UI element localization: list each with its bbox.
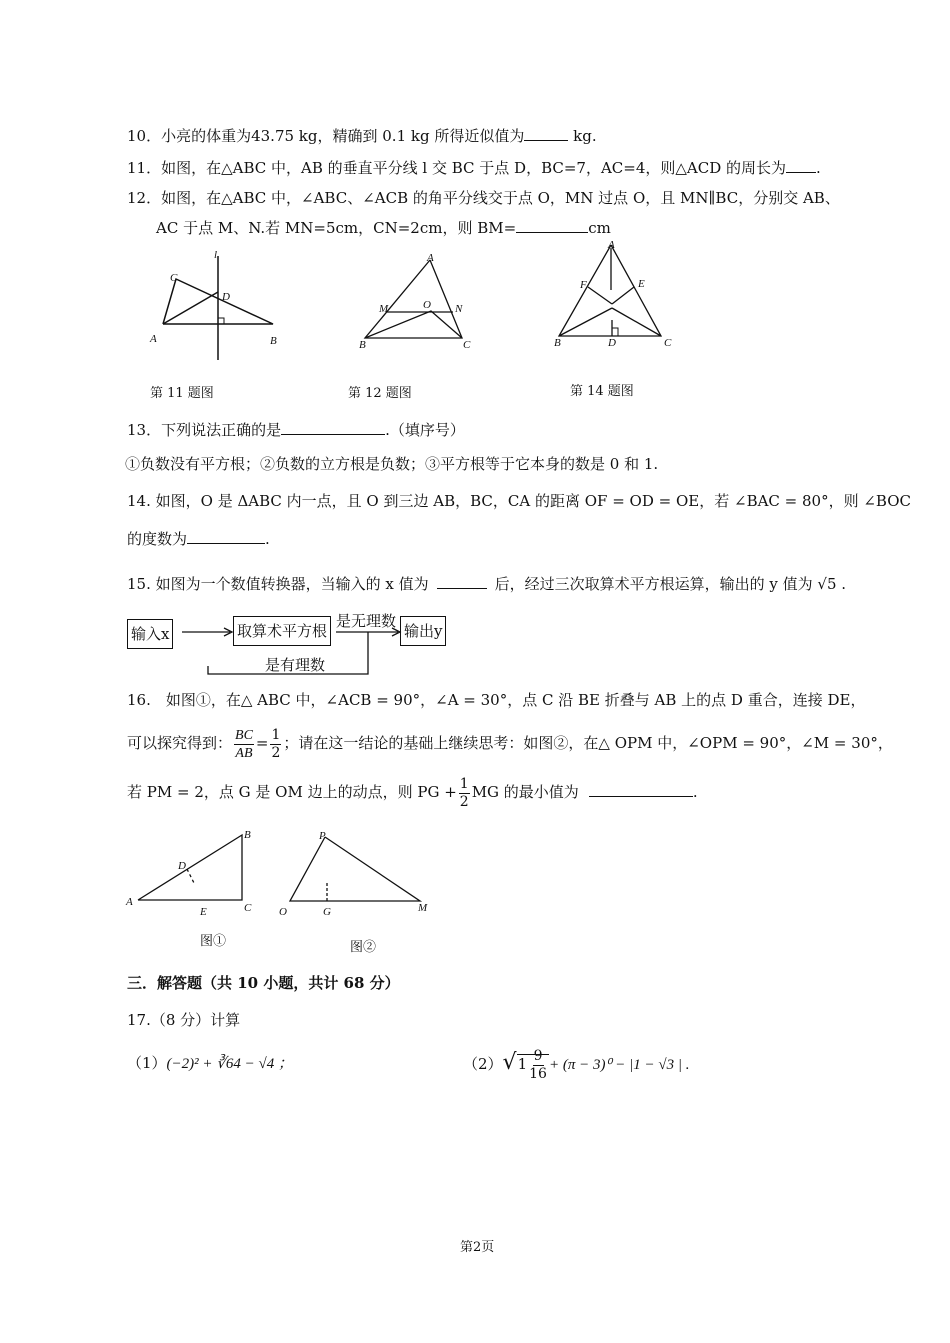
question-17-part2: （2）√1 $\frac{9}{16}$ + (π − 3)⁰ − |1 − √3 | . [463, 1047, 690, 1082]
figure-11 [140, 248, 290, 363]
flow-output-box: 输出y [400, 616, 446, 646]
figure-12-caption: 第 12 题图 [348, 386, 412, 401]
flow-input-box: 输入x [127, 619, 173, 649]
label-A: A [150, 333, 157, 345]
label-G: G [323, 906, 331, 918]
flow-arrows [180, 620, 405, 680]
label-M: M [379, 303, 389, 315]
question-12-line2: AC 于点 M、N.若 MN=5cm，CN=2cm，则 BM= cm [156, 219, 611, 237]
question-14-line2: 的度数为 . [127, 530, 270, 548]
label-C: C [664, 337, 672, 349]
figure-16-2-caption: 图② [350, 940, 377, 955]
fraction-half: $\frac{1}{2}$ [271, 726, 281, 761]
question-17-part1: （1）(−2)² + ∛64 − √4 ； [127, 1054, 293, 1072]
label-l: l [214, 249, 218, 261]
question-14-line1: 14. 如图，O 是 ΔABC 内一点，且 O 到三边 AB，BC，CA 的距离 OF = OD = OE，若 ∠BAC = 80°，则 ∠BOC [127, 492, 912, 510]
flow-operation-box: 取算术平方根 [233, 616, 331, 646]
label-C: C [463, 339, 471, 351]
fraction-half: $\frac{1}{2}$ [459, 775, 469, 810]
label-B: B [244, 829, 251, 841]
question-13-options: ①负数没有平方根；②负数的立方根是负数；③平方根等于它本身的数是 0 和 1. [125, 455, 659, 473]
figure-16-1-caption: 图① [200, 934, 227, 949]
label-M: M [418, 902, 428, 914]
fraction-9-16: $\frac{9}{16}$ [529, 1047, 547, 1082]
question-16-line3: 若 PM = 2，点 G 是 OM 边上的动点，则 PG + $\frac{1}{2}$ MG 的最小值为 . [127, 775, 698, 810]
label-E: E [200, 906, 207, 918]
label-O: O [279, 906, 287, 918]
figure-16-1 [122, 825, 262, 920]
figure-14-caption: 第 14 题图 [570, 384, 634, 399]
label-A: A [608, 240, 615, 251]
fraction-bc-ab: $\frac{BC}{AB}$ [235, 727, 253, 761]
label-O: O [423, 299, 431, 311]
label-B: B [554, 337, 561, 349]
question-11: 11．如图，在△ABC 中，AB 的垂直平分线 l 交 BC 于点 D，BC=7，AC=4，则△ACD 的周长为 . [127, 159, 821, 177]
flow-rational-label: 是有理数 [265, 656, 326, 674]
question-12-line1: 12．如图，在△ABC 中，∠ABC、∠ACB 的角平分线交于点 O，MN 过点 O，且 MN∥BC，分别交 AB、 [127, 189, 840, 207]
label-E: E [638, 278, 645, 290]
figure-11-caption: 第 11 题图 [150, 386, 214, 401]
question-10: 10．小亮的体重为43.75 kg，精确到 0.1 kg 所得近似值为 kg. [127, 127, 597, 145]
figure-14 [550, 240, 680, 350]
section-heading: 三．解答题（共 10 小题，共计 68 分） [127, 974, 400, 992]
page-number: 第2页 [460, 1240, 495, 1255]
label-P: P [319, 830, 326, 842]
label-B: B [359, 339, 366, 351]
label-A: A [126, 896, 133, 908]
label-N: N [455, 303, 463, 315]
question-17-title: 17.（8 分）计算 [127, 1011, 241, 1029]
label-A: A [427, 252, 434, 264]
flow-irrational-label: 是无理数 [336, 612, 397, 630]
label-D: D [222, 291, 230, 303]
question-16-line2: 可以探究得到： $\frac{BC}{AB}$ = $\frac{1}{2}$ ；请在这一结论的基础上继续思考：如图②，在△ OPM 中，∠OPM = 90°，∠M = 30°， [127, 726, 893, 761]
label-C: C [170, 272, 178, 284]
figure-16-2 [275, 825, 435, 920]
label-C: C [244, 902, 252, 914]
label-B: B [270, 335, 277, 347]
question-16-line1: 16. 如图①，在△ ABC 中，∠ACB = 90°，∠A = 30°，点 C 沿 BE 折叠与 AB 上的点 D 重合，连接 DE， [127, 691, 866, 709]
figure-12 [355, 248, 485, 353]
label-D: D [608, 337, 616, 349]
label-F: F [580, 279, 587, 291]
question-13: 13．下列说法正确的是 .（填序号） [127, 421, 465, 439]
label-D: D [178, 860, 186, 872]
question-15: 15. 如图为一个数值转换器，当输入的 x 值为 后，经过三次取算术平方根运算，输出的 y 值为 √5 . [127, 575, 847, 593]
